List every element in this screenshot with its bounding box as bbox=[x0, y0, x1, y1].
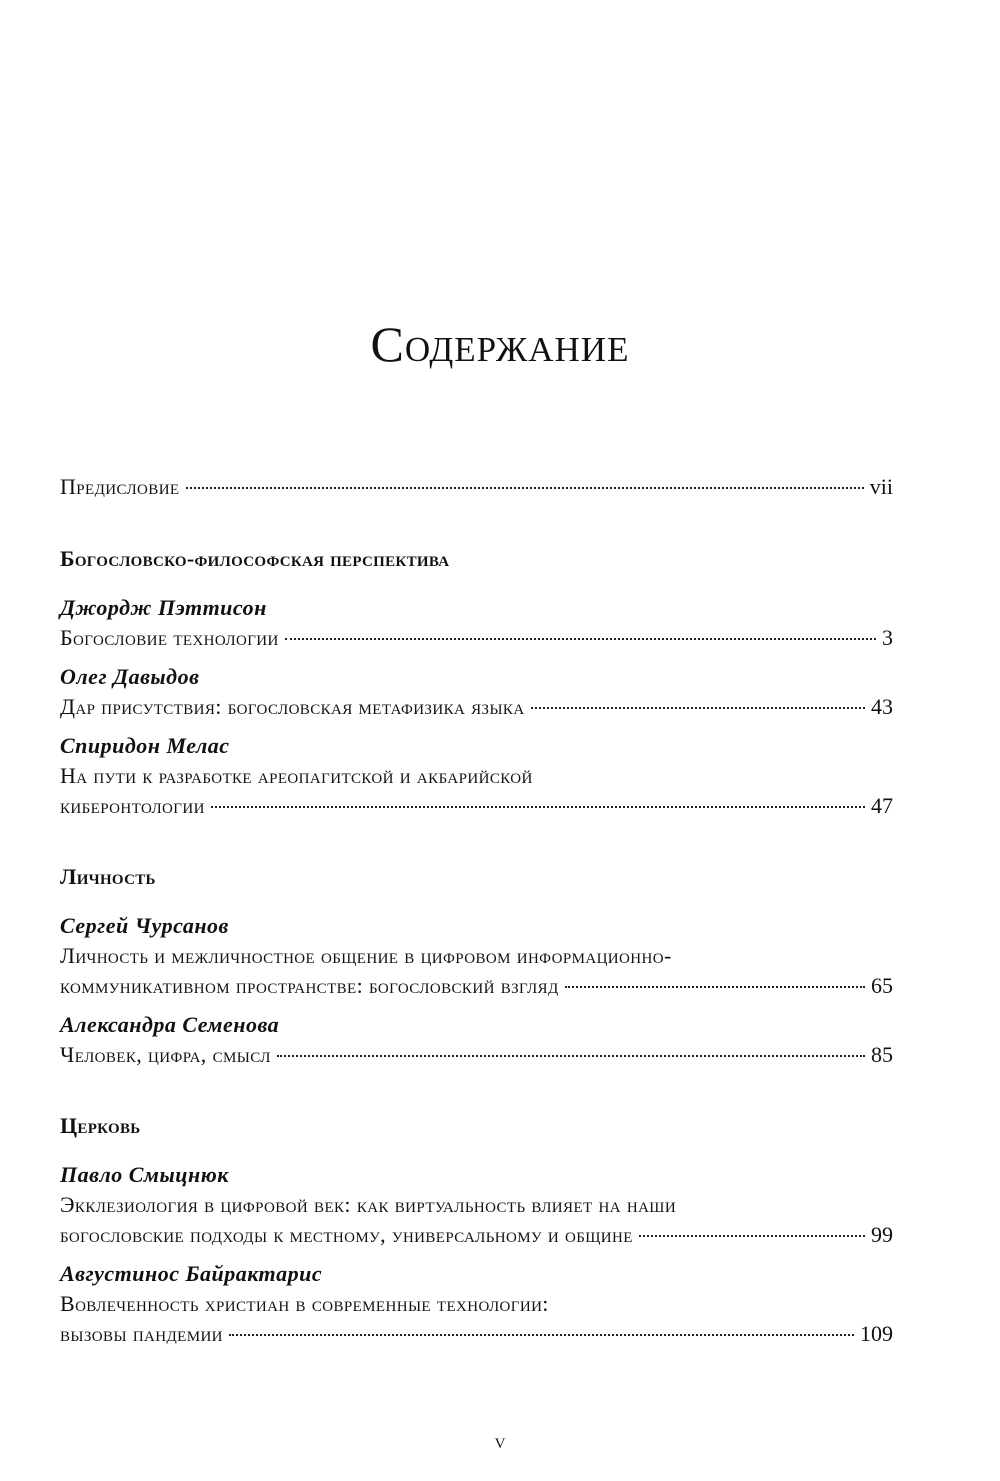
page-number: 43 bbox=[871, 694, 893, 719]
section-heading: Личность bbox=[60, 864, 156, 889]
entry-author: Павло Смыцнюк bbox=[60, 1162, 229, 1187]
entry-title: Дар присутствия: богословская метафизика языка bbox=[60, 694, 525, 719]
entry-author: Сергей Чурсанов bbox=[60, 913, 229, 938]
entry-title: вызовы пандемии bbox=[60, 1321, 223, 1346]
page-number: 65 bbox=[871, 973, 893, 998]
entry-title: киберонтологии bbox=[60, 793, 205, 818]
entry-author: Августинос Байрактарис bbox=[60, 1261, 323, 1286]
entry-title: Экклезиология в цифровой век: как виртуальность влияет на наши bbox=[60, 1192, 677, 1217]
page-title: Содержание bbox=[370, 315, 630, 372]
entry-author: Александра Семенова bbox=[60, 1012, 280, 1037]
page-footer-number: v bbox=[494, 1428, 506, 1453]
entry-title-line[interactable] bbox=[60, 1190, 893, 1220]
entry-title: Человек, цифра, смысл bbox=[60, 1042, 271, 1067]
toc-entry[interactable] bbox=[60, 791, 893, 821]
section-heading: Церковь bbox=[60, 1113, 141, 1138]
entry-author: Джордж Пэттисон bbox=[60, 595, 267, 620]
entry-author: Олег Давыдов bbox=[60, 664, 200, 689]
entry-title: Личность и межличностное общение в цифровом информационно- bbox=[60, 943, 672, 968]
entry-title-line[interactable] bbox=[60, 761, 893, 791]
dot-leader bbox=[565, 986, 865, 988]
toc-entry[interactable] bbox=[60, 1040, 893, 1070]
page-number: 47 bbox=[871, 793, 893, 818]
page-number: 99 bbox=[871, 1222, 893, 1247]
dot-leader bbox=[285, 638, 876, 640]
toc-entry[interactable] bbox=[60, 971, 893, 1001]
entry-author: Спиридон Мелас bbox=[60, 733, 230, 758]
dot-leader bbox=[211, 806, 865, 808]
toc-entry[interactable] bbox=[60, 1220, 893, 1250]
dot-leader bbox=[277, 1055, 865, 1057]
entry-title: Предисловие bbox=[60, 474, 180, 499]
entry-title: богословские подходы к местному, универсальному и общине bbox=[60, 1222, 633, 1247]
entry-title-line[interactable] bbox=[60, 941, 893, 971]
toc-entry-preface[interactable] bbox=[60, 472, 893, 502]
entry-title-line[interactable] bbox=[60, 1289, 893, 1319]
entry-title: Вовлеченность христиан в современные технологии: bbox=[60, 1291, 549, 1316]
dot-leader bbox=[639, 1235, 865, 1237]
section-heading: Богословско-философская перспектива bbox=[60, 546, 450, 571]
entry-title: На пути к разработке ареопагитской и акбарийской bbox=[60, 763, 533, 788]
toc-entry[interactable] bbox=[60, 692, 893, 722]
dot-leader bbox=[531, 707, 865, 709]
toc-entry[interactable] bbox=[60, 1319, 893, 1349]
dot-leader bbox=[229, 1334, 854, 1336]
toc-entry[interactable] bbox=[60, 623, 893, 653]
table-of-contents bbox=[60, 472, 893, 1349]
dot-leader bbox=[186, 487, 864, 489]
entry-title: Богословие технологии bbox=[60, 625, 279, 650]
page-number: vii bbox=[869, 474, 893, 499]
page-number: 109 bbox=[860, 1321, 893, 1346]
entry-title: коммуникативном пространстве: богословский взгляд bbox=[60, 973, 559, 998]
page-number: 85 bbox=[871, 1042, 893, 1067]
page-number: 3 bbox=[882, 625, 893, 650]
